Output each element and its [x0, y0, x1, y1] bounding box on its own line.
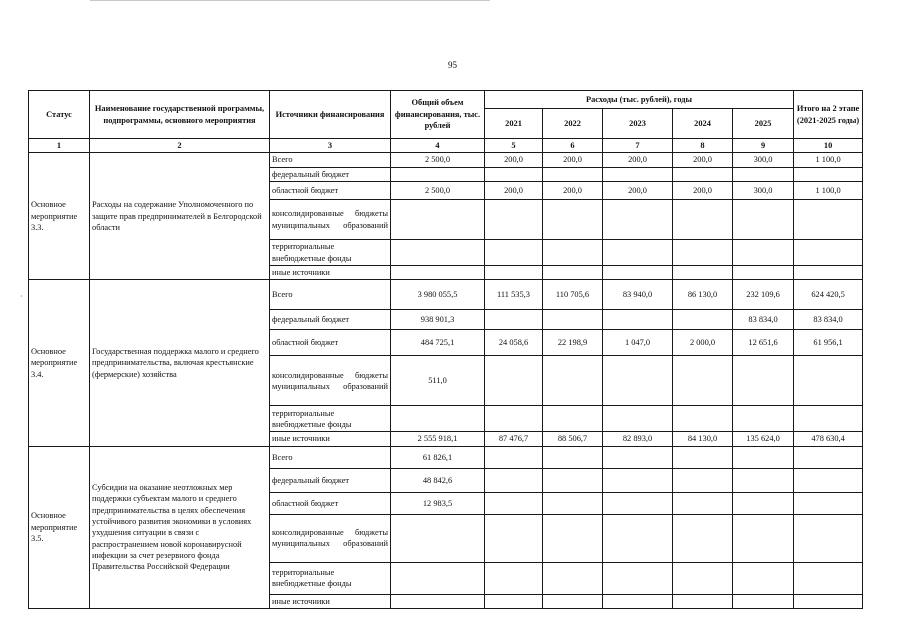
- year-2023-cell: [603, 594, 673, 608]
- source-cell: федеральный бюджет: [270, 468, 391, 492]
- page-number: 95: [448, 60, 457, 70]
- stage-total-cell: [794, 468, 863, 492]
- stage-total-cell: [794, 167, 863, 181]
- total-cell: 3 980 055,5: [391, 280, 485, 310]
- year-2025-cell: [733, 594, 794, 608]
- source-cell: Всего: [270, 280, 391, 310]
- header-status: Статус: [29, 91, 90, 139]
- year-2023-cell: 83 940,0: [603, 280, 673, 310]
- year-2024-cell: 86 130,0: [673, 280, 733, 310]
- year-2021-cell: 87 476,7: [485, 432, 543, 446]
- status-cell: Основное мероприятие 3.3.: [29, 153, 90, 280]
- year-2023-cell: [603, 356, 673, 406]
- stage-total-cell: 478 630,4: [794, 432, 863, 446]
- source-cell: федеральный бюджет: [270, 167, 391, 181]
- stage-total-cell: [794, 514, 863, 562]
- year-2022-cell: 200,0: [543, 153, 603, 167]
- year-2022-cell: [543, 594, 603, 608]
- year-2023-cell: [603, 562, 673, 594]
- year-2021-cell: 24 058,6: [485, 330, 543, 356]
- year-2024-cell: [673, 200, 733, 240]
- source-cell: федеральный бюджет: [270, 310, 391, 330]
- year-2023-cell: [603, 514, 673, 562]
- year-2025-cell: [733, 562, 794, 594]
- scan-edge-line: [90, 0, 490, 1]
- year-2024-cell: 2 000,0: [673, 330, 733, 356]
- year-2023-cell: 1 047,0: [603, 330, 673, 356]
- year-2023-cell: [603, 266, 673, 280]
- year-2022-cell: [543, 266, 603, 280]
- year-2023-cell: [603, 200, 673, 240]
- year-2024-cell: 200,0: [673, 182, 733, 200]
- column-number: 5: [485, 139, 543, 153]
- column-number: 8: [673, 139, 733, 153]
- stage-total-cell: [794, 594, 863, 608]
- year-2024-cell: 200,0: [673, 153, 733, 167]
- total-cell: [391, 562, 485, 594]
- stage-total-cell: 1 100,0: [794, 153, 863, 167]
- year-2025-cell: [733, 240, 794, 266]
- stage-total-cell: 83 834,0: [794, 310, 863, 330]
- year-2021-cell: [485, 446, 543, 468]
- year-2021-cell: [485, 594, 543, 608]
- year-2025-cell: [733, 167, 794, 181]
- year-2025-cell: 12 651,6: [733, 330, 794, 356]
- year-2025-cell: 83 834,0: [733, 310, 794, 330]
- total-cell: 2 500,0: [391, 153, 485, 167]
- header-year: 2022: [543, 109, 603, 139]
- column-number: 10: [794, 139, 863, 153]
- source-cell: Всего: [270, 446, 391, 468]
- source-cell: областной бюджет: [270, 182, 391, 200]
- year-2022-cell: 88 506,7: [543, 432, 603, 446]
- year-2021-cell: 200,0: [485, 153, 543, 167]
- year-2021-cell: [485, 492, 543, 514]
- year-2025-cell: 232 109,6: [733, 280, 794, 310]
- year-2022-cell: [543, 240, 603, 266]
- year-2023-cell: [603, 406, 673, 432]
- year-2024-cell: [673, 468, 733, 492]
- source-cell: областной бюджет: [270, 492, 391, 514]
- year-2024-cell: 84 130,0: [673, 432, 733, 446]
- financing-table: [28, 90, 863, 609]
- year-2021-cell: [485, 356, 543, 406]
- header-total: Общий объем финансирования, тыс. рублей: [391, 91, 485, 139]
- stage-total-cell: [794, 492, 863, 514]
- source-cell: территориальные внебюджетные фонды: [270, 406, 391, 432]
- stage-total-cell: [794, 266, 863, 280]
- total-cell: [391, 200, 485, 240]
- column-number: 1: [29, 139, 90, 153]
- header-stage-total: Итого на 2 этапе (2021-2025 годы): [794, 91, 863, 139]
- total-cell: [391, 266, 485, 280]
- year-2022-cell: [543, 200, 603, 240]
- stage-total-cell: 1 100,0: [794, 182, 863, 200]
- year-2021-cell: [485, 167, 543, 181]
- column-number: 9: [733, 139, 794, 153]
- year-2025-cell: [733, 446, 794, 468]
- year-2021-cell: 200,0: [485, 182, 543, 200]
- year-2023-cell: 200,0: [603, 182, 673, 200]
- total-cell: 484 725,1: [391, 330, 485, 356]
- total-cell: 48 842,6: [391, 468, 485, 492]
- year-2023-cell: [603, 492, 673, 514]
- stage-total-cell: 61 956,1: [794, 330, 863, 356]
- source-cell: консолидированные бюджеты муниципальных образований: [270, 356, 391, 406]
- header-year: 2025: [733, 109, 794, 139]
- column-number: 4: [391, 139, 485, 153]
- source-cell: иные источники: [270, 432, 391, 446]
- year-2022-cell: [543, 492, 603, 514]
- stage-total-cell: [794, 446, 863, 468]
- table-row: [29, 446, 863, 468]
- total-cell: [391, 167, 485, 181]
- year-2021-cell: [485, 240, 543, 266]
- total-cell: 938 901,3: [391, 310, 485, 330]
- total-cell: 511,0: [391, 356, 485, 406]
- status-cell: Основное мероприятие 3.5.: [29, 446, 90, 608]
- year-2022-cell: 22 198,9: [543, 330, 603, 356]
- source-cell: Всего: [270, 153, 391, 167]
- year-2021-cell: [485, 514, 543, 562]
- stage-total-cell: [794, 200, 863, 240]
- year-2021-cell: [485, 468, 543, 492]
- column-number: 3: [270, 139, 391, 153]
- year-2021-cell: [485, 310, 543, 330]
- year-2023-cell: [603, 446, 673, 468]
- stage-total-cell: [794, 240, 863, 266]
- source-cell: областной бюджет: [270, 330, 391, 356]
- year-2022-cell: [543, 310, 603, 330]
- year-2022-cell: [543, 468, 603, 492]
- year-2025-cell: 135 624,0: [733, 432, 794, 446]
- year-2022-cell: [543, 406, 603, 432]
- activity-name-cell: Расходы на содержание Уполномоченного по защите прав предпринимателей в Белгородской области: [90, 153, 270, 280]
- total-cell: 12 983,5: [391, 492, 485, 514]
- year-2024-cell: [673, 406, 733, 432]
- year-2023-cell: [603, 310, 673, 330]
- year-2024-cell: [673, 240, 733, 266]
- total-cell: [391, 406, 485, 432]
- year-2021-cell: [485, 266, 543, 280]
- header-year: 2024: [673, 109, 733, 139]
- year-2025-cell: [733, 492, 794, 514]
- year-2022-cell: [543, 562, 603, 594]
- total-cell: 61 826,1: [391, 446, 485, 468]
- year-2024-cell: [673, 167, 733, 181]
- year-2025-cell: [733, 514, 794, 562]
- column-number: 2: [90, 139, 270, 153]
- total-cell: [391, 240, 485, 266]
- stage-total-cell: [794, 562, 863, 594]
- year-2024-cell: [673, 562, 733, 594]
- year-2025-cell: 300,0: [733, 182, 794, 200]
- total-cell: 2 500,0: [391, 182, 485, 200]
- year-2024-cell: [673, 310, 733, 330]
- year-2024-cell: [673, 514, 733, 562]
- year-2022-cell: [543, 446, 603, 468]
- year-2025-cell: [733, 406, 794, 432]
- margin-mark: ·: [20, 292, 23, 301]
- total-cell: [391, 594, 485, 608]
- stage-total-cell: [794, 356, 863, 406]
- source-cell: территориальные внебюджетные фонды: [270, 240, 391, 266]
- year-2024-cell: [673, 594, 733, 608]
- source-cell: консолидированные бюджеты муниципальных образований: [270, 200, 391, 240]
- column-number-row: [29, 139, 863, 153]
- stage-total-cell: [794, 406, 863, 432]
- header-year: 2023: [603, 109, 673, 139]
- year-2022-cell: [543, 167, 603, 181]
- header-sources: Источники финансирования: [270, 91, 391, 139]
- year-2024-cell: [673, 266, 733, 280]
- source-cell: территориальные внебюджетные фонды: [270, 562, 391, 594]
- total-cell: [391, 514, 485, 562]
- year-2023-cell: [603, 240, 673, 266]
- year-2021-cell: [485, 406, 543, 432]
- year-2024-cell: [673, 446, 733, 468]
- column-number: 7: [603, 139, 673, 153]
- header-year: 2021: [485, 109, 543, 139]
- year-2023-cell: [603, 167, 673, 181]
- year-2025-cell: [733, 468, 794, 492]
- year-2022-cell: [543, 514, 603, 562]
- year-2025-cell: [733, 200, 794, 240]
- source-cell: иные источники: [270, 266, 391, 280]
- status-cell: Основное мероприятие 3.4.: [29, 280, 90, 446]
- stage-total-cell: 624 420,5: [794, 280, 863, 310]
- year-2022-cell: 200,0: [543, 182, 603, 200]
- activity-name-cell: Государственная поддержка малого и среднего предпринимательства, включая крестьянские (фермерские) хозяйства: [90, 280, 270, 446]
- year-2021-cell: [485, 200, 543, 240]
- source-cell: консолидированные бюджеты муниципальных образований: [270, 514, 391, 562]
- year-2025-cell: 300,0: [733, 153, 794, 167]
- year-2025-cell: [733, 266, 794, 280]
- table-row: [29, 153, 863, 167]
- total-cell: 2 555 918,1: [391, 432, 485, 446]
- year-2022-cell: 110 705,6: [543, 280, 603, 310]
- header-name: Наименование государственной программы, подпрограммы, основного мероприятия: [90, 91, 270, 139]
- year-2021-cell: 111 535,3: [485, 280, 543, 310]
- year-2023-cell: 200,0: [603, 153, 673, 167]
- year-2023-cell: 82 893,0: [603, 432, 673, 446]
- year-2021-cell: [485, 562, 543, 594]
- header-expenses: Расходы (тыс. рублей), годы: [485, 91, 794, 109]
- year-2023-cell: [603, 468, 673, 492]
- table-row: [29, 280, 863, 310]
- activity-name-cell: Субсидии на оказание неотложных мер поддержки субъектам малого и среднего предпринимательства в целях обеспечения устойчивого развития экономики в условиях ухудшения ситуации в связи с распространением новой коронавирусной инфекции за счет резервного фонда Правительства Российской Федерации: [90, 446, 270, 608]
- year-2024-cell: [673, 356, 733, 406]
- source-cell: иные источники: [270, 594, 391, 608]
- year-2025-cell: [733, 356, 794, 406]
- year-2022-cell: [543, 356, 603, 406]
- year-2024-cell: [673, 492, 733, 514]
- column-number: 6: [543, 139, 603, 153]
